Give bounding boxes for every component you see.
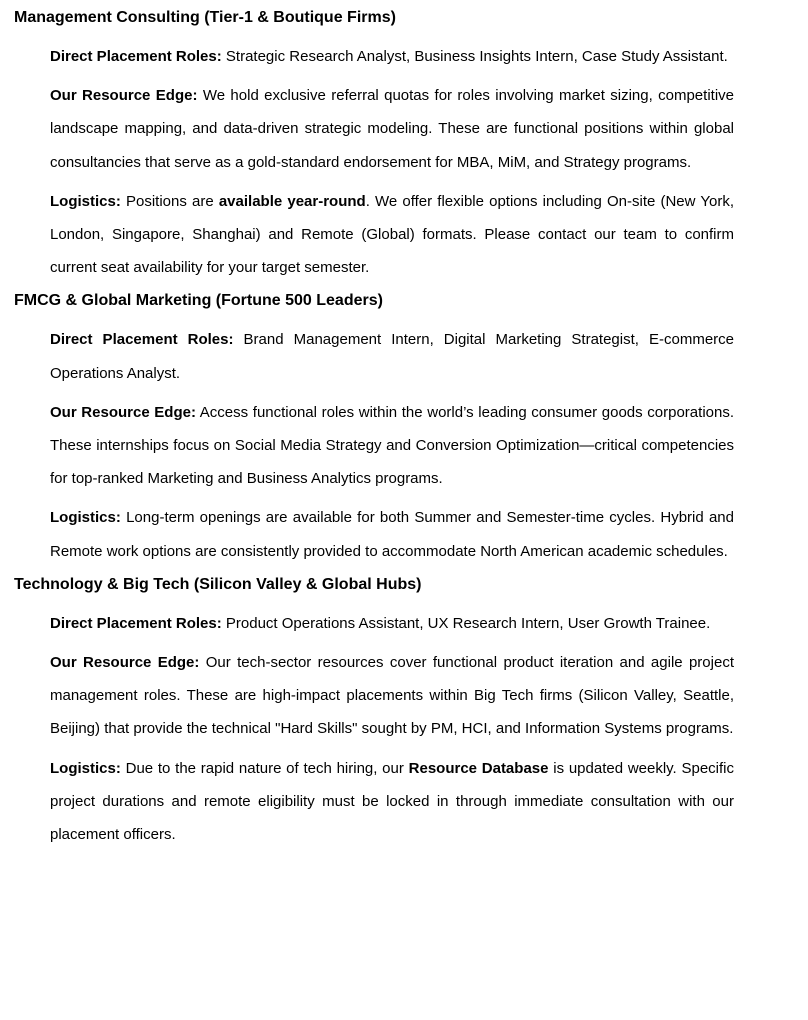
paragraph-label: Direct Placement Roles:: [50, 331, 234, 349]
text-run: Due to the rapid nature of tech hiring, our: [120, 759, 409, 777]
document-section: [14, 1, 734, 284]
paragraph-label: Direct Placement Roles:: [50, 48, 222, 65]
text-run: Access functional roles within the world’s leading consumer goods corporations. These internships focus on Social Media Strategy and Conversion Optimization—critical competencies for top-ranked Marketing and Business Analytics programs.: [50, 403, 735, 488]
bold-text-run: Resource Database: [408, 759, 549, 777]
text-run: Long-term openings are available for both Summer and Semester-time cycles. Hybrid and Remote work options are consistently provided to accommodate North American academic schedules.: [50, 509, 734, 560]
paragraph-label: Logistics:: [50, 759, 121, 777]
section-paragraph: [14, 607, 734, 640]
section-paragraph: [14, 501, 734, 567]
document-section: [14, 284, 734, 567]
paragraph-label: Direct Placement Roles:: [50, 614, 222, 632]
paragraph-label: Our Resource Edge:: [50, 87, 198, 105]
paragraph-label: Our Resource Edge:: [50, 654, 200, 672]
section-heading: FMCG & Global Marketing (Fortune 500 Leaders): [14, 292, 383, 310]
text-run: Product Operations Assistant, UX Research Intern, User Growth Trainee.: [221, 614, 711, 632]
section-paragraph: [14, 40, 734, 73]
text-run: Strategic Research Analyst, Business Insights Intern, Case Study Assistant.: [221, 48, 728, 65]
section-paragraph: [14, 752, 734, 852]
bold-text-run: available year-round: [218, 192, 366, 210]
text-run: Positions are: [120, 192, 219, 210]
section-heading: Technology & Big Tech (Silicon Valley & Global Hubs): [14, 575, 422, 593]
section-paragraph: [14, 79, 734, 179]
section-paragraph: [14, 185, 734, 285]
text-run: Brand Management Intern, Digital Marketing Strategist, E-commerce Operations Analyst.: [50, 331, 734, 382]
document-section: [14, 568, 734, 851]
text-run: is updated weekly. Specific project durations and remote eligibility must be locked in through immediate consultation with our placement officers.: [50, 759, 735, 844]
section-paragraph: [14, 323, 734, 389]
section-paragraph: [14, 396, 734, 496]
section-paragraph: [14, 646, 734, 746]
text-run: Our tech-sector resources cover functional product iteration and agile project management roles. These are high-impact placements within Big Tech firms (Silicon Valley, Seattle, Beijing) that provide the technical "Hard Skills" sought by PM, HCI, and Information Systems programs.: [50, 654, 734, 738]
section-heading: Management Consulting (Tier-1 & Boutique Firms): [14, 9, 396, 26]
text-run: . We offer flexible options including On-site (New York, London, Singapore, Shanghai) and Remote (Global) formats. Please contact our team to confirm current seat availability for your target semester.: [50, 192, 734, 277]
paragraph-label: Our Resource Edge:: [50, 403, 196, 421]
paragraph-label: Logistics:: [50, 509, 121, 527]
text-run: We hold exclusive referral quotas for roles involving market sizing, competitive landscape mapping, and data-driven strategic modeling. These are functional positions within global consultancies that serve as a gold-standard endorsement for MBA, MiM, and Strategy programs.: [50, 87, 734, 171]
paragraph-label: Logistics:: [50, 192, 121, 210]
